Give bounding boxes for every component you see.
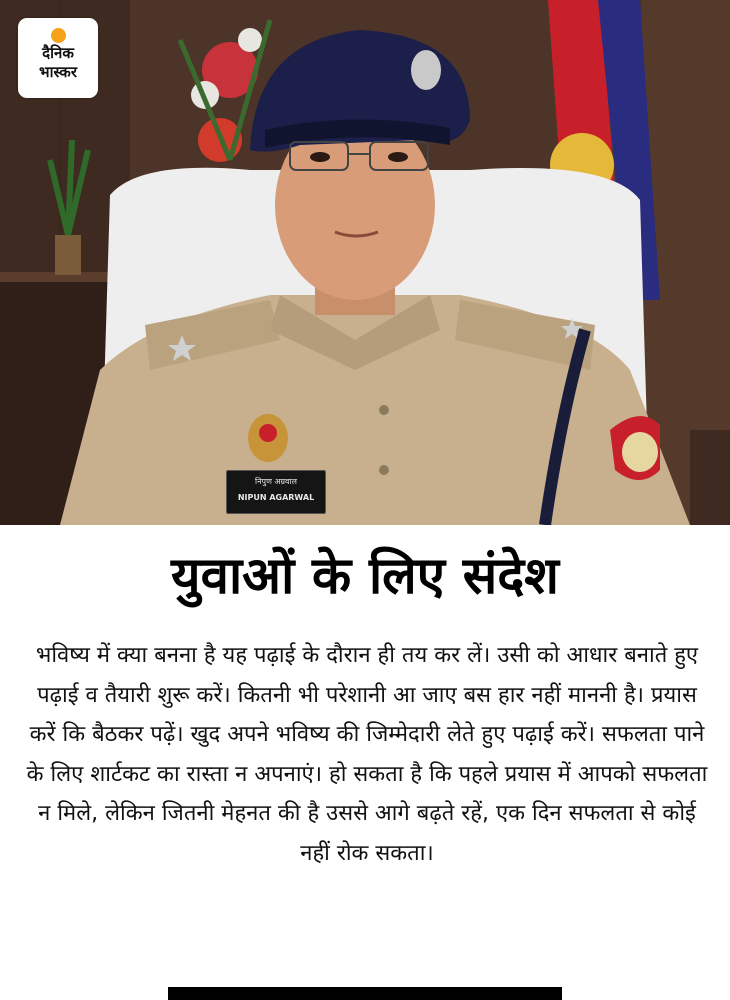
name-badge-hindi: निपुण अग्रवाल [255, 477, 297, 486]
logo-line-2: भास्कर [39, 63, 77, 81]
page-title: युवाओं के लिए संदेश [171, 547, 559, 606]
message-paragraph: भविष्य में क्या बनना है यह पढ़ाई के दौरान ही तय कर लें। उसी को आधार बनाते हुए पढ़ाई व तैयारी शुरू करें। कितनी भी परेशानी आ जाए बस हार नहीं माननी है। प्रयास करें कि बैठकर पढ़ें। खुद अपने भविष्य की जिम्मेदारी लेते हुए पढ़ाई करें। सफलता पाने के लिए शार्टकट का रास्ता न अपनाएं। हो सकता है कि पहले प्रयास में आपको सफलता न मिले, लेकिन जितनी मेहनत की है उससे आगे बढ़ते रहें, एक दिन सफलता से कोई नहीं रोक सकता। [26, 643, 708, 866]
bottom-divider-bar [168, 987, 562, 1000]
name-badge-english: NIPUN AGARWAL [237, 493, 315, 502]
name-badge [226, 470, 326, 514]
sun-icon [51, 28, 66, 43]
logo-line-1: दैनिक [42, 44, 74, 62]
dainik-bhaskar-logo [18, 18, 98, 98]
